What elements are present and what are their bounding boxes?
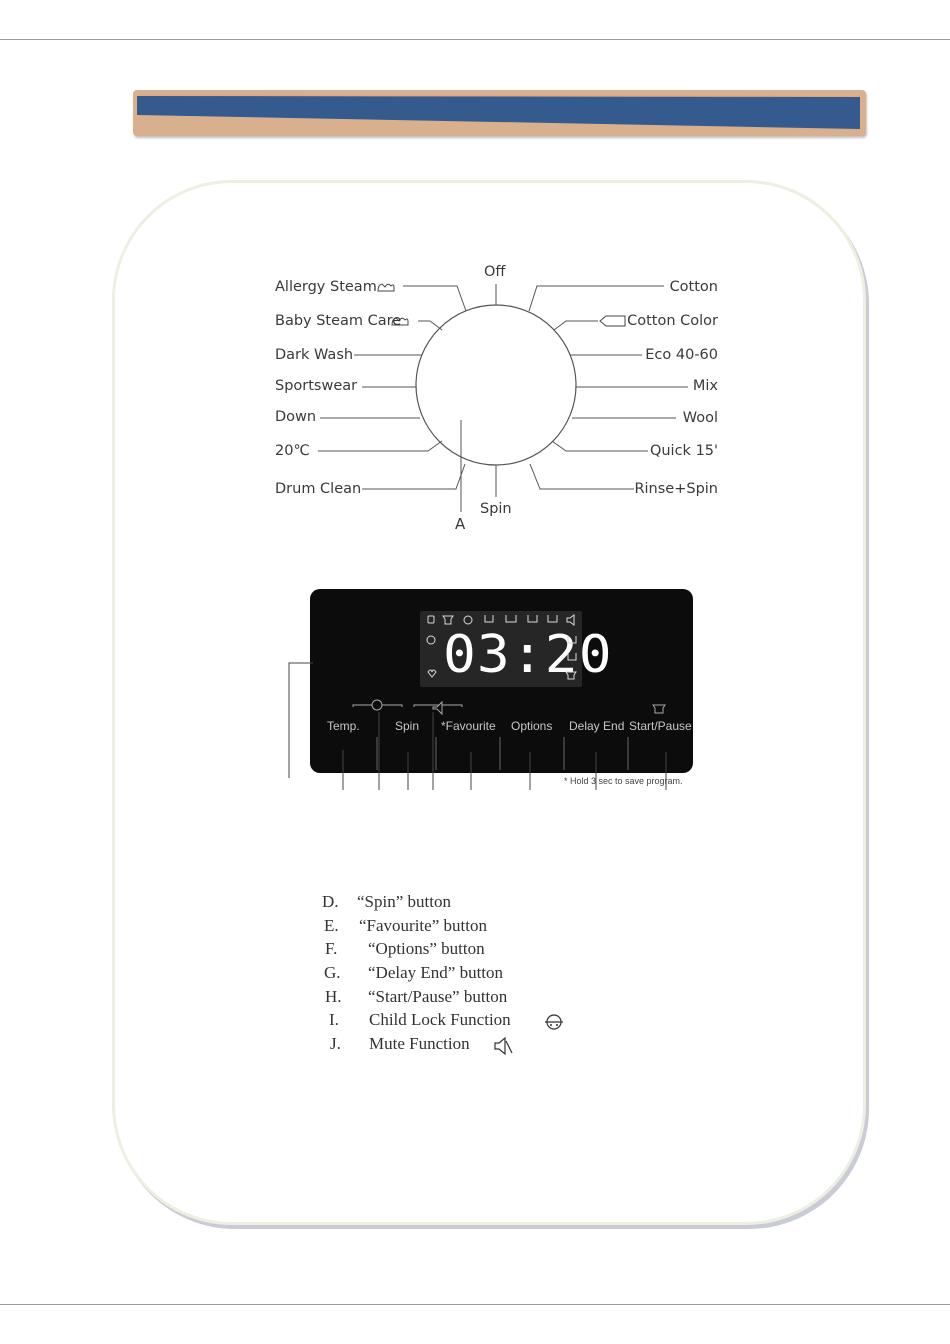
dial-label-dark-wash: Dark Wash — [275, 347, 354, 363]
legend-letter: F. — [325, 939, 338, 959]
dial-label-sportswear: Sportswear — [275, 378, 358, 394]
program-dial-diagram — [0, 0, 950, 560]
legend-letter: D. — [322, 892, 339, 911]
rinse-status-icon — [506, 615, 516, 622]
legend-text: “Options” button — [368, 939, 485, 959]
legend-letter: E. — [324, 915, 339, 935]
favourite-button[interactable]: *Favourite — [441, 719, 496, 733]
dial-label-cotton-color: Cotton Color — [627, 313, 718, 329]
child-lock-icon — [543, 1012, 565, 1032]
dial-label-mix: Mix — [692, 378, 718, 394]
legend-letter: J. — [330, 1034, 341, 1054]
spin-button[interactable]: Spin — [395, 719, 420, 733]
tag-icon — [600, 316, 625, 326]
favourite-status-icon — [428, 670, 436, 677]
dial-label-spin: Spin — [480, 501, 512, 517]
legend-text: “Start/Pause” button — [368, 986, 508, 1006]
mute-status-icon — [567, 615, 574, 625]
spin-status-icon — [528, 615, 537, 622]
dial-label-quick: Quick 15' — [649, 443, 718, 459]
start-pause-button[interactable]: Start/Pause — [629, 719, 692, 733]
legend-text: “Delay End” button — [368, 963, 504, 983]
dial-label-off: Off — [484, 264, 506, 280]
dial-label-down: Down — [275, 409, 317, 425]
mute-icon — [492, 1036, 514, 1056]
legend-text: Child Lock Function — [369, 1010, 511, 1030]
bottom-rule — [0, 1304, 950, 1305]
steam-side-icon — [566, 672, 576, 679]
rinse-side-icon — [568, 653, 576, 660]
wash-side-icon — [568, 636, 576, 643]
child-lock-status-icon — [464, 616, 472, 624]
lock-status-icon — [428, 616, 434, 623]
mute-icon — [433, 702, 442, 714]
legend-letter: H. — [325, 986, 342, 1006]
temp-button[interactable]: Temp. — [327, 719, 360, 733]
delay-end-button[interactable]: Delay End — [569, 719, 625, 733]
dial-label-cotton: Cotton — [669, 279, 718, 295]
dial-marker-a: A — [455, 515, 466, 533]
dial-label-allergy-steam: Allergy Steam — [275, 279, 377, 295]
dial-label-rinse-spin: Rinse+Spin — [634, 481, 718, 497]
time-readout: 03:20 — [443, 625, 613, 685]
legend-text: “Spin” button — [357, 892, 451, 911]
steam-status-icon — [443, 616, 453, 624]
wash-status-icon — [485, 615, 493, 622]
dial-label-eco: Eco 40-60 — [645, 347, 718, 363]
dial-label-20c: 20℃ — [275, 443, 310, 459]
options-button[interactable]: Options — [511, 719, 553, 733]
dial-label-baby-steam-care: Baby Steam Care — [275, 313, 402, 329]
dial-label-wool: Wool — [682, 410, 718, 426]
legend-text: Mute Function — [369, 1034, 470, 1054]
hold-note: * Hold 3 sec to save program. — [564, 776, 683, 786]
dial-label-drum-clean: Drum Clean — [275, 481, 362, 497]
legend-letter: G. — [324, 963, 341, 983]
clock-status-icon — [427, 636, 435, 644]
dry-status-icon — [548, 615, 557, 622]
legend-text: “Favourite” button — [359, 915, 487, 935]
steam-icon — [653, 705, 665, 713]
child-lock-icon — [372, 700, 382, 710]
panel-overlay — [0, 580, 950, 800]
legend-letter: I. — [329, 1010, 339, 1030]
